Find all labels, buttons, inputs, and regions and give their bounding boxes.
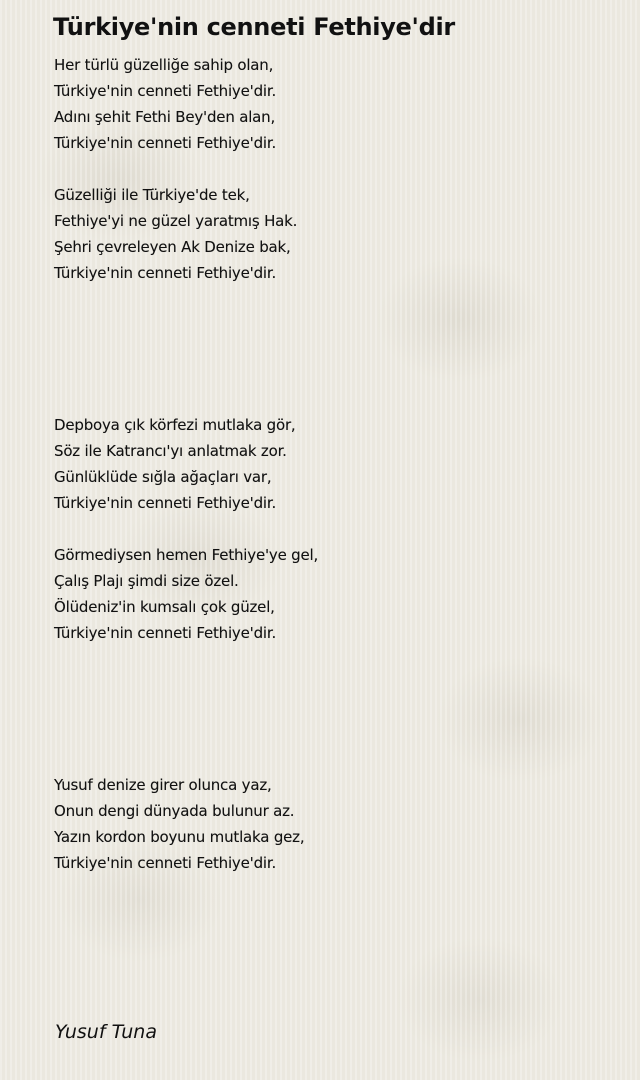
poem-line: Adını şehit Fethi Bey'den alan, <box>54 108 276 126</box>
poem-line: Türkiye'nin cenneti Fethiye'dir. <box>54 134 277 152</box>
poem-line: Görmediysen hemen Fethiye'ye gel, <box>54 546 319 564</box>
poem-line: Türkiye'nin cenneti Fethiye'dir. <box>54 624 277 642</box>
poem-line: Onun dengi dünyada bulunur az. <box>54 802 295 820</box>
poem-line: Türkiye'nin cenneti Fethiye'dir. <box>54 854 277 872</box>
poem-line: Depboya çık körfezi mutlaka gör, <box>54 416 296 434</box>
stanza-1 <box>54 52 276 156</box>
poem-line: Çalış Plajı şimdi size özel. <box>54 572 239 590</box>
poem-line: Söz ile Katrancı'yı anlatmak zor. <box>54 442 287 460</box>
poem-line: Şehri çevreleyen Ak Denize bak, <box>54 238 291 256</box>
poem-line: Türkiye'nin cenneti Fethiye'dir. <box>54 264 277 282</box>
poem-title: Türkiye'nin cenneti Fethiye'dir <box>53 13 455 41</box>
poem-line: Yazın kordon boyunu mutlaka gez, <box>54 828 305 846</box>
stanza-4 <box>54 542 318 646</box>
stanza-5 <box>54 772 304 876</box>
poem-line: Güzelliği ile Türkiye'de tek, <box>54 186 250 204</box>
poem-line: Her türlü güzelliğe sahip olan, <box>54 56 274 74</box>
poem-line: Günlüklüde sığla ağaçları var, <box>54 468 272 486</box>
poem-line: Yusuf denize girer olunca yaz, <box>54 776 272 794</box>
poem-line: Türkiye'nin cenneti Fethiye'dir. <box>54 82 277 100</box>
poem-author: Yusuf Tuna <box>55 1021 157 1043</box>
poem-line: Türkiye'nin cenneti Fethiye'dir. <box>54 494 277 512</box>
poem-line: Fethiye'yi ne güzel yaratmış Hak. <box>54 212 298 230</box>
stanza-2 <box>54 182 297 286</box>
stanza-3 <box>54 412 296 516</box>
poem-line: Ölüdeniz'in kumsalı çok güzel, <box>54 598 275 616</box>
